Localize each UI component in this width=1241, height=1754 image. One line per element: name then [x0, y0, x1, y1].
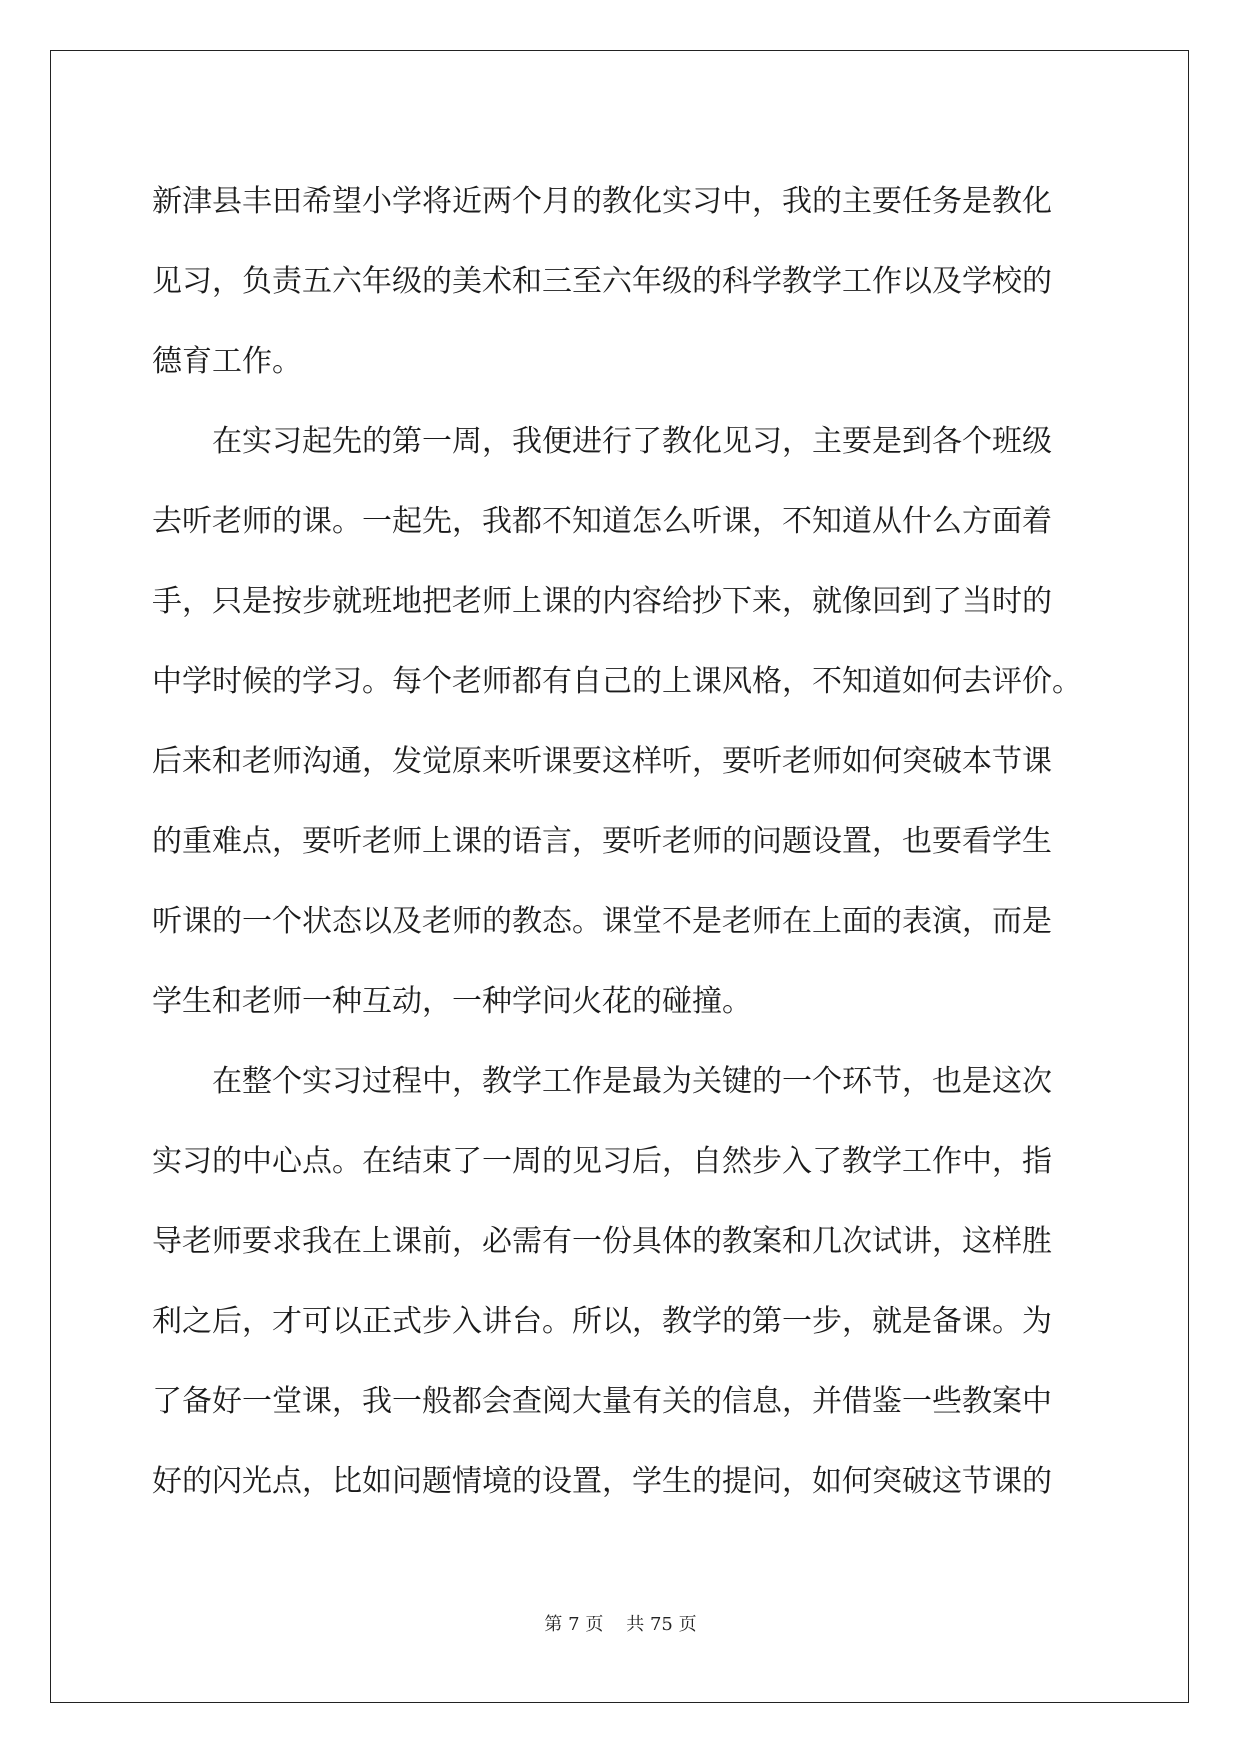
text-line: 实习的中心点。在结束了一周的见习后，自然步入了教学工作中，指 — [152, 1144, 1052, 1179]
text-line: 学生和老师一种互动，一种学问火花的碰撞。 — [152, 984, 752, 1019]
text-line: 听课的一个状态以及老师的教态。课堂不是老师在上面的表演，而是 — [152, 904, 1052, 939]
text-line: 见习，负责五六年级的美术和三至六年级的科学教学工作以及学校的 — [152, 264, 1052, 299]
text-line: 的重难点，要听老师上课的语言，要听老师的问题设置，也要看学生 — [152, 824, 1052, 859]
text-line: 好的闪光点，比如问题情境的设置，学生的提问，如何突破这节课的 — [152, 1464, 1052, 1499]
text-line: 德育工作。 — [152, 344, 302, 379]
text-line: 导老师要求我在上课前，必需有一份具体的教案和几次试讲，这样胜 — [152, 1224, 1052, 1259]
total-pages: 共 75 页 — [626, 1614, 697, 1635]
text-line: 在整个实习过程中，教学工作是最为关键的一个环节，也是这次 — [212, 1064, 1052, 1099]
page-footer — [0, 1610, 1241, 1636]
text-line: 后来和老师沟通，发觉原来听课要这样听，要听老师如何突破本节课 — [152, 744, 1052, 779]
text-line: 去听老师的课。一起先，我都不知道怎么听课，不知道从什么方面着 — [152, 504, 1052, 539]
text-line: 手，只是按步就班地把老师上课的内容给抄下来，就像回到了当时的 — [152, 584, 1052, 619]
document-body — [152, 162, 1092, 1522]
page-number: 第 7 页 — [544, 1614, 604, 1635]
text-line: 了备好一堂课，我一般都会查阅大量有关的信息，并借鉴一些教案中 — [152, 1384, 1052, 1419]
text-line: 中学时候的学习。每个老师都有自己的上课风格，不知道如何去评价。 — [152, 664, 1082, 699]
text-line: 新津县丰田希望小学将近两个月的教化实习中，我的主要任务是教化 — [152, 184, 1052, 219]
text-line: 利之后，才可以正式步入讲台。所以，教学的第一步，就是备课。为 — [152, 1304, 1052, 1339]
text-line: 在实习起先的第一周，我便进行了教化见习，主要是到各个班级 — [212, 424, 1052, 459]
